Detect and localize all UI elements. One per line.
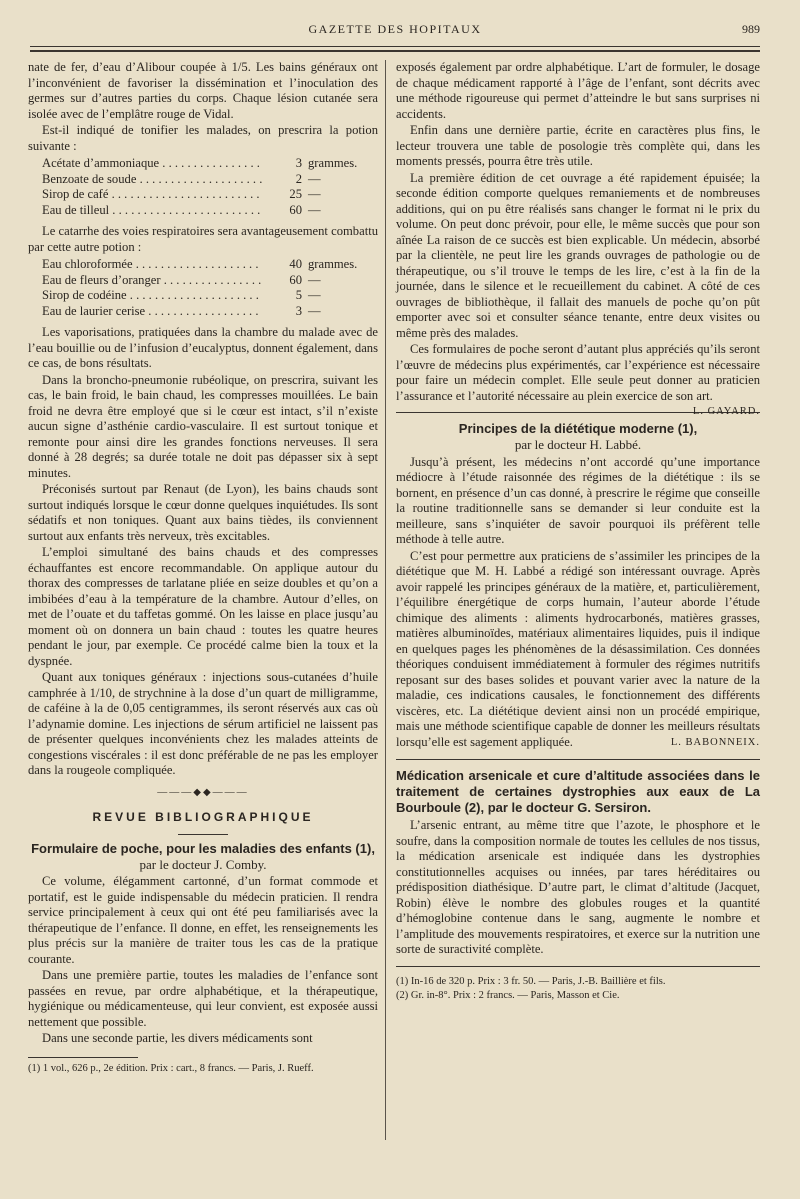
ingredient-unit: —: [308, 171, 321, 186]
paragraph: nate de fer, d’eau d’Alibour coupée à 1/5. Les bains généraux ont l’inconvénient de favoriser la dissémination et l’inoculation des germes sur d’autres parties du corps. Chaque lésion cutanée sera isolée avec de l’emplâtre rouge de Vidal.: [28, 60, 378, 121]
prescription-item: [42, 187, 378, 203]
ingredient-quantity: 60: [289, 272, 302, 287]
paragraph: Est-il indiqué de tonifier les malades, on prescrira la potion suivante :: [28, 123, 378, 153]
paragraph: Le catarrhe des voies respiratoires sera avantageusement combattu par cette autre potion :: [28, 224, 378, 254]
prescription-item: [42, 288, 378, 304]
paragraph: exposés également par ordre alphabétique. L’art de formuler, le dosage de chaque médicament rapporté à l’âge de l’enfant, sont décrits avec une méthode rigoureuse qui permet d’atteindre le but sans surprises ni accidents.: [396, 60, 760, 121]
prescription-item: [42, 273, 378, 289]
paragraph: Ce volume, élégamment cartonné, d’un format commode et portatif, est le guide indispensable du médecin praticien. Il rendra service principalement à ceux qui ont été peu familiarisés avec la thérapeutique de l’enfance. Il donne, en effet, les renseignements les plus précis sur la manière de traiter tous les cas de la pratique courante.: [28, 874, 378, 966]
paragraph: Dans une seconde partie, les divers médicaments sont: [42, 1031, 313, 1045]
divider: [396, 759, 760, 760]
ingredient-name: Benzoate de soude . . .: [42, 172, 262, 188]
divider: [178, 834, 228, 835]
header-rule-thick: [30, 50, 760, 52]
article-author: par le docteur J. Comby.: [139, 856, 267, 872]
ornament-divider: ———◆◆———: [157, 786, 249, 798]
paragraph: Enfin dans une dernière partie, écrite en caractères plus fins, le lecteur trouvera une table de posologie très complète qui, dans les moments pressés, pourra être très utile.: [396, 123, 760, 168]
ingredient-name: Acétate d’ammoniaque . . .: [42, 156, 262, 172]
article-title: Médication arsenicale et cure d’altitude associées dans le traitement de certaines dystrophies aux eaux de La Bourboule (2), par le docteur G. Sersiron.: [396, 768, 760, 815]
paragraph: Préconisés surtout par Renaut (de Lyon), les bains chauds sont surtout indiqués lorsque le cœur donne quelques inquiétudes. Ils sont sédatifs et non toniques. Quant aux bains tièdes, ils conviennent surtout aux enfants très nerveux, très excitables.: [28, 482, 378, 543]
page-number: 989: [742, 22, 760, 36]
paragraph: Jusqu’à présent, les médecins n’ont accordé qu’une importance médiocre à l’étude raisonnée des régimes de la diététique : ils se bornent, en présence d’un cas donné, à prescrire le régime que conseille la routine traditionnelle sans se demander si leur conduite est la meilleure, sans s’inquiéter de savoir pourquoi ils préfèrent telle méthode à telle autre.: [396, 454, 760, 546]
ingredient-unit: grammes.: [308, 257, 358, 271]
footnote: (1) In-16 de 320 p. Prix : 3 fr. 50. — Paris, J.-B. Baillière et fils.: [396, 975, 666, 987]
paragraph: Les vaporisations, pratiquées dans la chambre du malade avec de l’eau bouillie ou de l’infusion d’eucalyptus, donnent également, dans ce cas, de bons résultats.: [28, 325, 378, 370]
footnote: (2) Gr. in-8°. Prix : 2 francs. — Paris, Masson et Cie.: [396, 989, 620, 1001]
ingredient-name: Eau chloroformée . . .: [42, 257, 262, 273]
prescription-item: [42, 257, 378, 273]
prescription-item: [42, 304, 378, 320]
ingredient-quantity: 3: [295, 303, 302, 318]
ingredient-unit: —: [308, 202, 321, 217]
paragraph: Quant aux toniques généraux : injections sous-cutanées d’huile camphrée à 1/10, de strychnine à la dose d’un quart de milligramme, de caféine à la de 0,05 centigrammes, ils seront réservés aux cas où l’adynamie domine. Les injections de sérum artificiel ne laissent pas de présenter quelques inconvénients chez les malades atteints de congestions viscérales : il est donc préférable de ne pas les employer dans la rougeole compliquée.: [28, 670, 378, 777]
ingredient-name: Sirop de codéine . . .: [42, 288, 262, 304]
prescription-list: [42, 156, 378, 218]
ingredient-name: Eau de tilleul . . .: [42, 203, 262, 219]
ingredient-unit: —: [308, 288, 321, 302]
footnote: (1) 1 vol., 626 p., 2e édition. Prix : cart., 8 francs. — Paris, J. Rueff.: [28, 1062, 314, 1074]
signature: L. GAYARD.: [692, 406, 760, 417]
paragraph: L’arsenic entrant, au même titre que l’azote, le phosphore et le soufre, dans la composition normale de toutes les cellules de nos tissus, la médication arsenicale est indiquée dans les dystrophies constitutionnelles acquises ou innées, par tares héréditaires ou prédisposition diathésique. D’autre part, le climat d’altitude (Jacquet, Robin) élève le nombre des globules rouges et la quantité d’hémoglobine contenue dans le sang, augmente le nombre et l’amplitude des mouvements respiratoires, et exerce sur la nutrition une sorte de suractivité complète.: [396, 818, 760, 956]
journal-title: GAZETTE DES HOPITAUX: [308, 22, 482, 36]
footnote-rule: [396, 966, 760, 967]
article-author: par le docteur H. Labbé.: [514, 437, 642, 452]
header-rule: [30, 46, 760, 47]
right-column: [396, 60, 760, 1003]
ingredient-name: Eau de laurier cerise . . .: [42, 304, 262, 320]
ingredient-quantity: 60: [289, 202, 302, 217]
prescription-list: [42, 257, 378, 319]
section-heading: REVUE BIBLIOGRAPHIQUE: [92, 810, 314, 824]
prescription-item: [42, 203, 378, 219]
prescription-item: [42, 172, 378, 188]
paragraph: L’emploi simultané des bains chauds et des compresses échauffantes est encore recommandable. On applique autour du thorax des compresses de tarlatane pliée en seize doubles et qu’on a imbibées d’eau à la température de la chambre. Autour d’elles, on met de l’ouate et du taffetas gommé. On les laisse en place jusqu’au moment où on donnera un bain chaud : toutes les quatre heures pendant le jour, par exemple. Ce procédé calme bien la toux et la dyspnée.: [28, 545, 378, 668]
ingredient-quantity: 2: [295, 171, 302, 186]
paragraph: [396, 342, 760, 417]
paragraph-text: C’est pour permettre aux praticiens de s’assimiler les principes de la diététique que M. H. Labbé a rédigé son intéressant ouvrage. Après avoir rappelé les principes généraux de la matière, et, particulièrement, l’équilibre énergétique de corps humain, l’auteur aborde l’étude chimique des aliments : aliments hydrocarbonés, matières grasses, matières albuminoïdes, matériaux alimentaires liquides, puis il indique en quelques pages les phénomènes de la désassimilation. Ces données théoriques conduisent immédiatement à formuler des régimes nutritifs reposant sur des bases solides et pouvant varier avec la nature de la maladie, ces indications causales, le fonctionnement des différents viscères, etc. La diététique devient ainsi non un procédé empirique, mais une méthode scientifique capable de donner les meilleurs résultats lorsqu’elle est sagement appliquée.: [396, 548, 760, 749]
article-title: Principes de la diététique moderne (1),: [458, 421, 698, 436]
ingredient-unit: —: [308, 303, 321, 318]
prescription-item: [42, 156, 378, 172]
paragraph: [396, 549, 760, 751]
paragraph: Dans une première partie, toutes les maladies de l’enfance sont passées en revue, par ordre alphabétique, et la thérapeutique, hygiénique ou médicamenteuse, qui leur convient, est exposée aussi nettement que possible.: [28, 968, 378, 1029]
signature: L. BABONNEIX.: [670, 736, 760, 748]
ingredient-name: Sirop de café . . .: [42, 187, 262, 203]
ingredient-quantity: 40: [289, 257, 302, 271]
ingredient-quantity: 5: [295, 288, 302, 302]
ingredient-name: Eau de fleurs d’oranger . . .: [42, 273, 262, 289]
footnote-rule: [28, 1057, 138, 1058]
ingredient-quantity: 25: [289, 187, 302, 201]
ingredient-quantity: 3: [295, 156, 302, 170]
ingredient-unit: grammes.: [308, 156, 358, 170]
column-divider: [385, 60, 386, 1140]
left-column: [28, 60, 378, 1076]
page-header: [30, 22, 760, 42]
ingredient-unit: —: [308, 272, 321, 287]
paragraph: La première édition de cet ouvrage a été rapidement épuisée; la seconde édition comporte quelques remaniements et de nombreuses additions, qui on pu être réalisés sans changer le format ni le prix du volume. On peut donc prévoir, pour elle, le même succès que pour son aînée La raison de ce succès est bien explicable. Un médecin, absorbé par la clientèle, ne peut lire les grands ouvrages de pathologie ou de thérapeutique, ou s’il trouve le temps de les lire, c’est à la fin de la journée, dans le silence et le recueillement du cabinet. A côté de ces ouvrages de bibliothèque, il fallait des manuels de poche qu’on pût emporter avec soi et consulter séance tenante, entre deux visites ou même près des malades.: [396, 170, 760, 340]
article-title: Formulaire de poche, pour les maladies des enfants (1),: [31, 840, 375, 856]
ingredient-unit: —: [308, 187, 321, 201]
paragraph-text: Ces formulaires de poche seront d’autant plus appréciés qu’ils seront l’œuvre de médecins plus expérimentés, car l’expérience est nécessaire pour faire un médecin complet. Elle seule peut donner au praticien l’assurance et l’autorité nécessaire au plein exercice de son art.: [396, 342, 760, 403]
paragraph: Dans la broncho-pneumonie rubéolique, on prescrira, suivant les cas, le bain froid, le bain chaud, les compresses mouillées. Le bain froid ne devra être employé que si le cœur est intact, s’il n’existe aucun signe d’asthénie cardio-vasculaire. Il est surtout tonique et remonte pour ainsi dire les grandes fonctions nerveuses. Il sera donné à 28 degrés; sa durée totale ne doit pas dépasser six à sept minutes.: [28, 372, 378, 480]
